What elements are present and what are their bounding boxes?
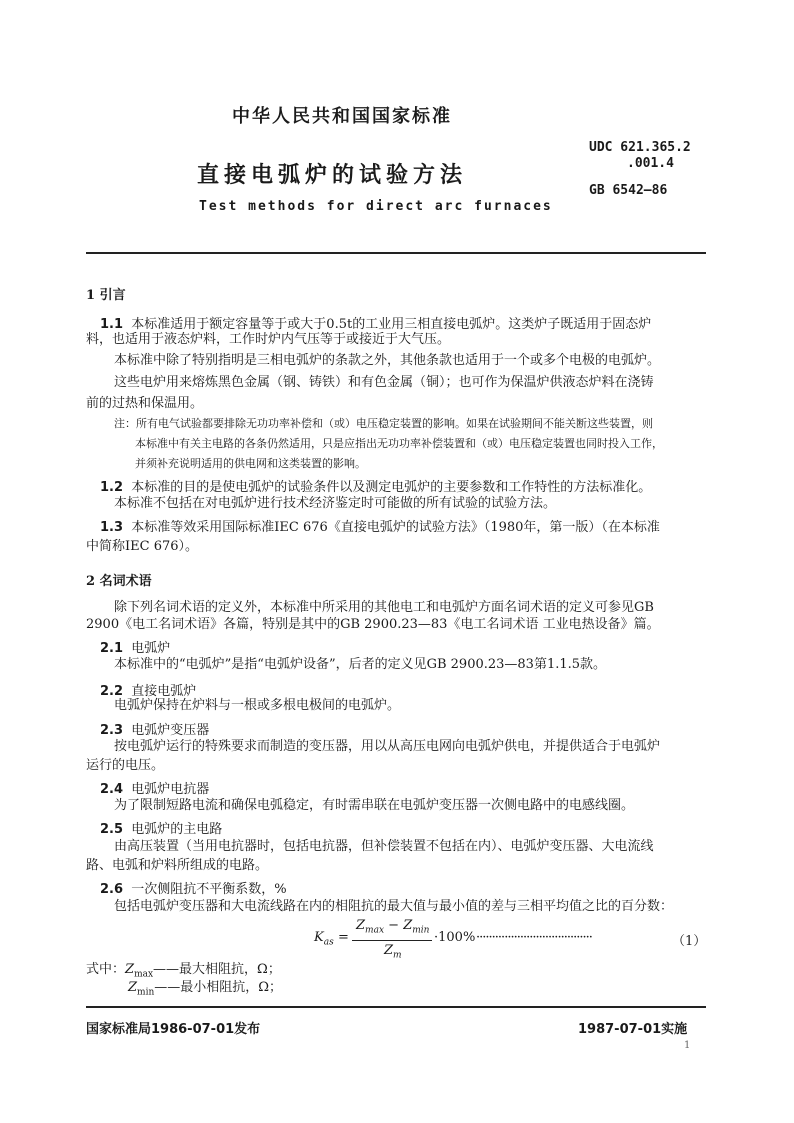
- fraction-bar: [352, 940, 432, 941]
- paragraph-line: 包括电弧炉变压器和大电流线路在内的相阻抗的最大值与最小值的差与三相平均值之比的百分数：: [114, 899, 674, 914]
- clause-2-1: [100, 637, 170, 656]
- udc-code-continued: .001.4: [627, 156, 674, 171]
- formula-equals: =: [338, 930, 349, 945]
- note-line: 并须补充说明适用的供电网和这类装置的影响。: [135, 457, 366, 470]
- clause-title: 电弧炉电抗器: [131, 782, 210, 797]
- paragraph-line: 除下列名词术语的定义外，本标准中所采用的其他电工和电弧炉方面名词术语的定义可参见GB: [114, 600, 654, 615]
- clause-2-6: [100, 878, 287, 897]
- clause-1-3: [100, 516, 660, 535]
- clause-title: 电弧炉: [131, 641, 171, 656]
- paragraph-line: 本标准中的“电弧炉”是指“电弧炉设备”，后者的定义见GB 2900.23—83第1.1.5款。: [114, 657, 607, 672]
- paragraph-line: 由高压装置（当用电抗器时，包括电抗器，但补偿装置不包括在内）、电弧炉变压器、大电流线: [114, 839, 654, 854]
- clause-2-5: [100, 818, 222, 837]
- clause-2-4: [100, 778, 209, 797]
- paragraph-line: 路、电弧和炉料所组成的电路。: [86, 858, 269, 873]
- clause-number: 2.1: [100, 641, 124, 656]
- paragraph-line: 本标准中除了特别指明是三相电弧炉的条款之外，其他条款也适用于一个或多个电极的电弧炉。: [114, 353, 661, 368]
- clause-number: 2.6: [100, 882, 124, 897]
- paragraph-line: 运行的电压。: [86, 758, 165, 773]
- paragraph-line: 2900《电工名词术语》各篇，特别是其中的GB 2900.23—83《电工名词术语 工业电热设备》篇。: [86, 617, 660, 632]
- paragraph-line: 前的过热和保温用。: [86, 396, 204, 411]
- formula-lhs: $K_{as}$: [314, 930, 334, 948]
- clause-number: 2.3: [100, 723, 124, 738]
- clause-number: 1.2: [100, 480, 124, 495]
- clause-text: 本标准的目的是使电弧炉的试验条件以及测定电弧炉的主要参数和工作特性的方法标准化。: [131, 480, 652, 495]
- formula-leader-dots: ·····································: [476, 930, 592, 945]
- effective-date: 1987-07-01实施: [578, 1022, 688, 1037]
- where-line: $Z_{min}——$最小相阻抗，Ω；: [128, 980, 283, 998]
- section-2-title: 2 名词术语: [86, 574, 152, 589]
- clause-text: 本标准等效采用国际标准IEC 676《直接电弧炉的试验方法》（1980年，第一版）（在本标准: [131, 520, 660, 535]
- paragraph-line: 中简称IEC 676）。: [86, 539, 199, 554]
- paragraph-line: 按电弧炉运行的特殊要求而制造的变压器，用以从高压电网向电弧炉供电，并提供适合于电弧炉: [114, 739, 661, 754]
- page-number: 1: [684, 1040, 691, 1051]
- clause-number: 2.2: [100, 684, 124, 699]
- paragraph-line: 本标准不包括在对电弧炉进行技术经济鉴定时可能做的所有试验的试验方法。: [114, 496, 557, 511]
- clause-number: 2.4: [100, 782, 124, 797]
- document-title-en: Test methods for direct arc furnaces: [199, 199, 553, 214]
- clause-1-2: [100, 476, 651, 495]
- clause-number: 1.1: [100, 317, 124, 332]
- paragraph-line: 料，也适用于液态炉料，工作时炉内气压等于或接近于大气压。: [86, 332, 451, 347]
- paragraph-line: 为了限制短路电流和确保电弧稳定，有时需串联在电弧炉变压器一次侧电路中的电感线圈。: [114, 798, 635, 813]
- gb-code: GB 6542—86: [589, 183, 668, 198]
- footer-divider: [86, 1006, 706, 1008]
- clause-title: 电弧炉变压器: [131, 723, 210, 738]
- clause-title: 一次侧阻抗不平衡系数，%: [131, 882, 287, 897]
- header-divider: [86, 252, 706, 254]
- section-1-title: 1 引言: [86, 288, 126, 303]
- clause-title: 电弧炉的主电路: [131, 822, 223, 837]
- clause-2-3: [100, 719, 209, 738]
- document-title-cn: 直接电弧炉的试验方法: [197, 163, 468, 188]
- clause-number: 1.3: [100, 520, 124, 535]
- formula-number: （1）: [672, 934, 707, 949]
- udc-code: UDC 621.365.2: [589, 140, 691, 155]
- formula-numerator: $Z_{max} - Z_{min}$: [356, 918, 430, 936]
- clause-title: 直接电弧炉: [131, 684, 197, 699]
- paragraph-line: 电弧炉保持在炉料与一根或多根电极间的电弧炉。: [114, 698, 401, 713]
- standard-body-title: 中华人民共和国国家标准: [232, 106, 452, 127]
- note-line: 注：所有电气试验都要排除无功功率补偿和（或）电压稳定装置的影响。如果在试验期间不能关断这些装置，则: [114, 417, 653, 430]
- clause-text: 本标准适用于额定容量等于或大于0.5t的工业用三相直接电弧炉。这类炉子既适用于固态炉: [131, 317, 652, 332]
- formula-multiplier: ·100%: [434, 930, 476, 945]
- formula-denominator: $Z_m$: [384, 943, 402, 961]
- note-line: 本标准中有关主电路的各条仍然适用，只是应指出无功功率补偿装置和（或）电压稳定装置也同时投入工作，: [135, 437, 663, 450]
- clause-number: 2.5: [100, 822, 124, 837]
- paragraph-line: 这些电炉用来熔炼黑色金属（钢、铸铁）和有色金属（铜）；也可作为保温炉供液态炉料在浇铸: [114, 375, 654, 390]
- issued-date: 国家标准局1986-07-01发布: [86, 1022, 261, 1037]
- where-line: 式中：$Z_{max}——$最大相阻抗，Ω；: [86, 962, 281, 980]
